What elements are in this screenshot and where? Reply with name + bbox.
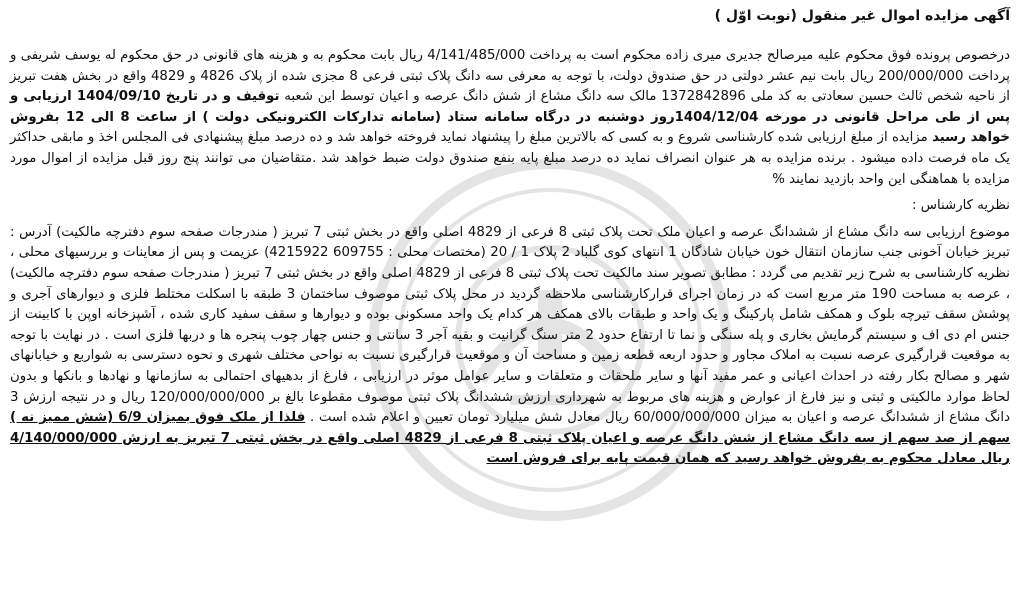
- main-text-part2: مزایده از مبلغ ارزیابی شده کارشناسی شروع و به کسی که بالاترین مبلغ را پیشنهاد نماید فروخته خواهد شد و ده درصد مبلغ پیشنهادی فی المجلس اخذ و مابقی حداکثر یک ماه فرصت داده میشود . برنده مزایده به هر عنوان انصراف نماید ده درصد مبلغ پایه بنفع صندوق دولت ضبط خواهد شد .متقاضیان می توانند پنج روز قبل مزایده از اموال مورد مزایده با هماهنگی این واحد بازدید نمایند %: [10, 130, 1010, 187]
- expert-opinion-heading: نظریه کارشناس :: [912, 198, 1010, 214]
- auction-date-highlight: توقیف و در تاریخ 1404/09/10 ارزیابی و پس از طی مراحل قانونی در مورخه 1404/12/04روز دوشنبه در درگاه سامانه ستاد (سامانه تدارکات الکترونیکی دولت ) از ساعت 8 الی 12 بفروش خواهد رسید: [10, 89, 1010, 146]
- notice-paragraph-main: [10, 46, 1010, 190]
- expert-opinion-paragraph: [10, 223, 1010, 470]
- expert-text-part1: موضوع ارزیابی سه دانگ مشاع از ششدانگ عرصه و اعیان ملک تحت پلاک ثبتی 8 فرعی از 4829 اصلی واقع در بخش ثبتی 7 تبریز ( مندرجات صفحه سوم دفترچه مالکیت) آدرس : تبریز خیابان آخونی جنب سازمان انتقال خون خیابان شادگان 1 انتهای کوی گلباد 2 پلاک 1 / 20 (مختصات محلی : 609755 4215922) عزیمت و پس از معاینات و بررسیهای محلی ، نظریه کارشناسی به شرح زیر تقدیم می گردد : مطابق تصویر سند مالکیت تحت پلاک ثبتی 8 فرعی از 4829 اصلی واقع در بخش ثبتی 7 تبریز ( مندرجات صفحه سوم دفترچه مالکیت) ، عرصه به مساحت 190 متر مربع است که در زمان اجرای قرارکارشناسی ملاحظه گردید در محل پلاک ثبتی موصوف ساختمان 3 طبقه با اسکلت مختلط فلزی و دیوارهای آجری و پوشش سقف تیرچه بلوک و همکف شامل پارکینگ و یک واحد و طبقات بالای همکف هر کدام یک واحد مسکونی بوده و دیوارها و سقف سفید کاری شده ، آشپزخانه اوپن با کابینت از جنس ام دی اف و سیستم گرمایش بخاری و پله سنگی و نما تا ارتفاع حدود 2 متر سنگ گرانیت و بقیه آجر 3 سانتی و جنس چهار چوب پنجره ها و دربها فلزی است . در نهایت با توجه به موقعیت قرارگیری عرصه نسبت به املاک مجاور و حدود اربعه قطعه زمین و مساحت آن و موقعیت قرارگیری نسبت به نواحی مختلف شهری و نحوه دسترسی به شواربع و خیابانهای شهر و مصالح بکار رفته در احداث اعیانی و عمر مفید آنها و سایر ملحقات و متعلقات و سایر عوامل موثر در ارزیابی ، فارغ از بدهیهای احتمالی به سازمانها و نهادها و بانکها و بدون لحاظ موارد مالکیتی و ثبتی و نیز فارغ از عوارض و هزینه های مربوط به شهرداری ارزش ششدانگ پلاک ثبتی موصوف مقطوعا بالغ بر 120/000/000/000 ریال و در نتیجه ارزش 3 دانگ مشاع از ششدانگ عرصه و اعیان به میزان 60/000/000/000 ریال معادل شش میلیارد تومان تعیین و اعلام شده است .: [10, 224, 1011, 426]
- notice-title: آگهی مزایده اموال غیر منقول (نوبت اوّل ): [714, 8, 1010, 24]
- sale-share-highlight: فلذا از ملک فوق بمیزان 6/9 (شش ممیز نه ) سهم از صد سهم از سه دانگ مشاع از شش دانگ عرصه و اعیان پلاک ثبتی 8 فرعی از 4829 اصلی واقع در بخش ثبتی 7 تبریز به ارزش 4/140/000/000 ریال معادل محکوم به بفروش خواهد رسید که همان قیمت پایه برای فروش است: [10, 410, 1011, 467]
- main-text-part1: درخصوص پرونده فوق محکوم علیه میرصالح جدیری میری زاده محکوم است به پرداخت 4/141/485/000 ریال بابت محکوم به و هزینه های قانونی در حق محکوم له یوسف شریفی و پرداخت 200/000/000 ریال بابت نیم عشر دولتی در حق صندوق دولت، با توجه به معرفی سه دانگ پلاک ثبتی فرعی 8 مجزی شده از پلاک 4826 و 4829 واقع در بخش هفت تبریز از ناحیه شخص ثالث حسین سعادتی به کد ملی 1372842896 مالک سه دانگ مشاع از شش دانگ عرصه و اعیان توسط این شعبه: [10, 48, 1011, 105]
